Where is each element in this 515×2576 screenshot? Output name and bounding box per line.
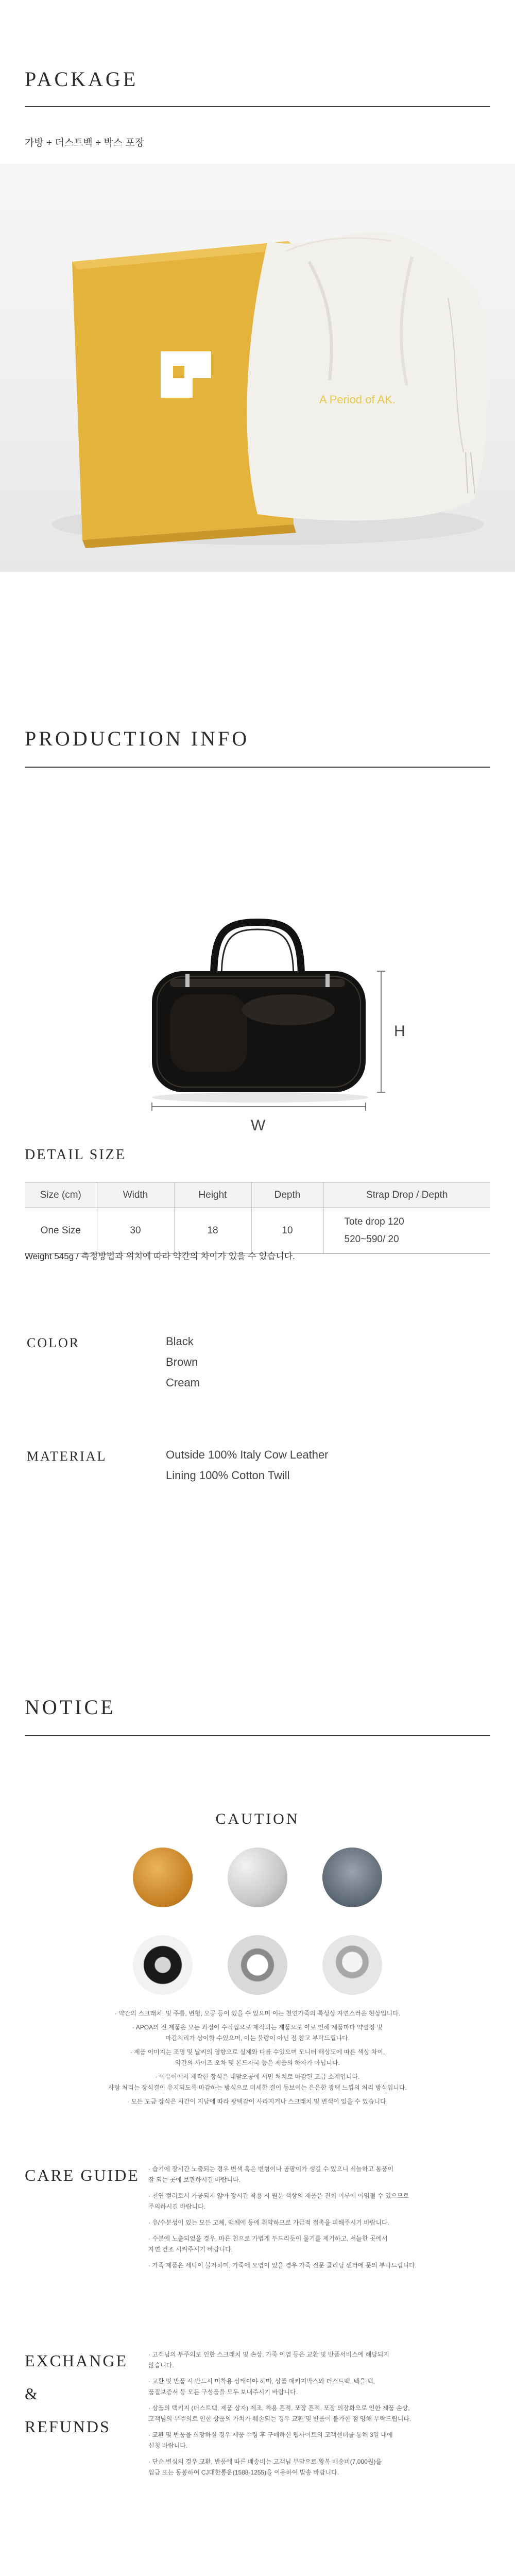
- notice-title: NOTICE: [25, 1696, 116, 1719]
- list-item: · 교환 및 반품을 희망하실 경우 제품 수령 후 구매하신 웹사이트의 고객센터를 통해 3일 내에 신청 바랍니다.: [148, 2431, 393, 2449]
- caution-title: CAUTION: [215, 1810, 300, 1827]
- material-key: MATERIAL: [27, 1449, 107, 1464]
- package-illustration: [0, 164, 515, 572]
- material-outside: Outside 100% Italy Cow Leather: [166, 1448, 329, 1461]
- col-height: Height: [174, 1182, 251, 1208]
- list-item: · 상품의 택키지 (더스트백, 제품 상자) 제조, 착용 흔적, 포장 흔적, 포장 의장화으로 인한 제품 손상, 고객님의 부주의로 인한 상품의 가치가 훼손되는 경우 교환 및 반품이 불가한 점 양해 부탁드립니다.: [148, 2404, 411, 2422]
- package-photo: [0, 164, 515, 572]
- list-item: · 습기에 장시간 노출되는 경우 변색 혹은 변형이나 곰팡이가 생길 수 있으니 서늘하고 통풍이 잘 되는 곳에 보관하시길 바랍니다.: [148, 2165, 394, 2183]
- dustbag-print: A Period of AK.: [319, 393, 396, 406]
- exchange-refunds-key: EXCHANGE & REFUNDS: [25, 2351, 128, 2436]
- col-size: Size (cm): [25, 1182, 97, 1208]
- production-title: PRODUCTION INFO: [25, 727, 250, 750]
- notice-line: · 모든 도금 장식은 시간이 지남에 따라 광택감이 사라지거나 스크래치 및 변색이 있을 수 있습니다.: [127, 2098, 388, 2105]
- package-caption: 가방 + 더스트백 + 박스 포장: [25, 138, 145, 148]
- width-label: W: [251, 1117, 266, 1134]
- detail-size-title: DETAIL SIZE: [25, 1147, 126, 1163]
- list-item: · 단순 변심의 경우 교환, 반품에 따른 배송비는 고객님 부담으로 왕복 배송비(7,000원)를 입금 또는 동봉하여 CJ대한통운(1588-1255)을 이용하여 발송 바랍니다.: [148, 2458, 382, 2476]
- table-row: [25, 1208, 490, 1254]
- list-item: · 교환 및 반품 시 반드시 미착용 상태여야 하며, 상품 패키지박스와 더스트백, 텍을 택, 품질보증서 등 모든 구성품을 모두 보내주시기 바랍니다.: [148, 2378, 375, 2396]
- leather-texture-image: [133, 1848, 193, 1907]
- list-item: · 가죽 제품은 세탁이 불가하며, 가죽에 오염이 있을 경우 가죽 전문 클리닝 센터에 문의 부탁드립니다.: [148, 2262, 417, 2269]
- col-depth: Depth: [251, 1182, 323, 1208]
- color-values: [166, 1331, 200, 1393]
- metal-hardware-image: [228, 1935, 287, 1995]
- list-item: · 유/수분성이 있는 모든 고체, 액체에 등에 취약하므로 가급적 접촉을 피해주시기 바랍니다.: [148, 2219, 389, 2226]
- strap-line2: 520~590/ 20: [344, 1234, 399, 1245]
- col-strap: Strap Drop / Depth: [323, 1182, 490, 1208]
- package-divider: [25, 106, 490, 107]
- color-black: Black: [166, 1335, 194, 1348]
- notice-divider: [25, 1735, 490, 1736]
- care-guide-list: [148, 2164, 499, 2276]
- cell-depth: 10: [251, 1208, 323, 1254]
- exchange-refunds-list: [148, 2349, 499, 2483]
- bag-image: [0, 876, 515, 1144]
- color-brown: Brown: [166, 1355, 198, 1368]
- package-title: PACKAGE: [25, 67, 139, 91]
- color-cream: Cream: [166, 1376, 200, 1389]
- material-lining: Lining 100% Cotton Twill: [166, 1469, 290, 1482]
- grain-texture-image: [322, 1848, 382, 1907]
- material-values: [166, 1445, 329, 1486]
- buckle-hardware-image: [322, 1935, 382, 1995]
- notice-line: · 약간의 스크래치, 및 주름, 변형, 오공 등이 있을 수 있으며 이는 천연가죽의 특성상 자연스러운 현상입니다.: [114, 2010, 401, 2017]
- notice-text: [67, 2008, 448, 2110]
- cell-height: 18: [174, 1208, 251, 1254]
- scratch-texture-image: [228, 1848, 287, 1907]
- size-table-header: [25, 1182, 490, 1208]
- production-divider: [25, 767, 490, 768]
- button-hardware-image: [133, 1935, 193, 1995]
- bag-illustration: [0, 876, 515, 1144]
- notice-line: · APOA의 전 제품은 모든 과정이 수작업으로 제작되는 제품으로 이로 인해 제품마다 약필징 및 마감처리가 상이할 수있으며, 이는 불량이 아닌 점 참고 부탁드립니다.: [132, 2024, 383, 2042]
- col-width: Width: [97, 1182, 174, 1208]
- cell-size: One Size: [25, 1208, 97, 1254]
- notice-line: · 이유어에서 제작한 장식은 대발오공에 서민 처치로 마감된 고급 소재입니다. 사탕 처리는 장식결이 유지되도록 마감하는 방식으로 미세한 결이 동보이는 은은한 광택 느낌의 처리 방식입니다.: [108, 2073, 407, 2091]
- height-label: H: [394, 1023, 405, 1040]
- weight-note: Weight 545g / 측정방법과 위치에 따라 약간의 차이가 있을 수 있습니다.: [25, 1251, 295, 1261]
- list-item: · 수분에 노출되었을 경우, 마른 천으로 가볍게 두드리듯이 물기를 제거하고, 서늘한 곳에서 자연 건조 시켜주시기 바랍니다.: [148, 2235, 388, 2253]
- list-item: · 고객님의 부주의로 인한 스크래치 및 손상, 가죽 이염 등은 교환 및 반품서비스에 해당되지 않습니다.: [148, 2351, 389, 2369]
- color-key: COLOR: [27, 1335, 80, 1350]
- cell-width: 30: [97, 1208, 174, 1254]
- strap-line1: Tote drop 120: [344, 1216, 404, 1227]
- cell-strap: [323, 1208, 490, 1254]
- care-guide-key: CARE GUIDE: [25, 2166, 140, 2184]
- size-table: [25, 1182, 490, 1254]
- notice-line: · 제품 이미지는 조명 및 날씨의 영향으로 실제와 다를 수있으며 모니터 해상도에 따른 색상 차이, 약간의 사이즈 오차 및 본드자국 등은 제품의 하자가 아닙니다.: [130, 2048, 385, 2066]
- list-item: · 천연 컬러로서 가공되지 않아 장시간 착용 시 원문 색상의 제품은 진회 이루에 이염될 수 있으므로 주의하시길 바랍니다.: [148, 2192, 409, 2210]
